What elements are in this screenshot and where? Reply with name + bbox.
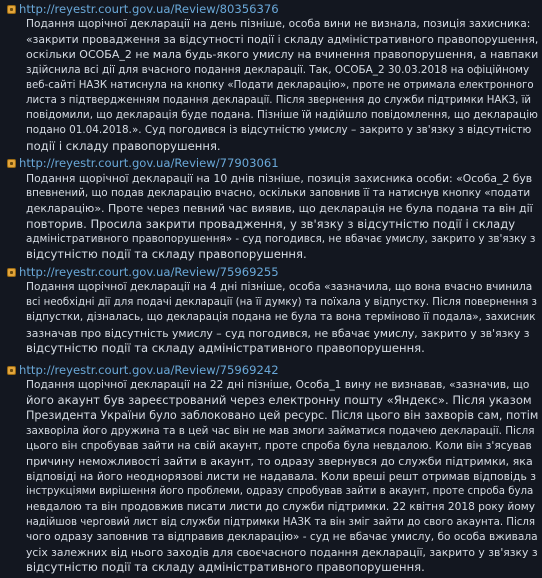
post-line: декларацію». Проте через певний час виявив, що декларація не була подана та він дії xyxy=(26,202,533,216)
post-link-row xyxy=(0,2,542,17)
post-line: події і складу правопорушення. xyxy=(26,138,221,153)
post-line: Подання щорічної декларації на 22 дні пізніше, Особа_1 вину не визнавав, «зазначив, що xyxy=(26,379,530,391)
post-body xyxy=(0,17,542,154)
post-link-row xyxy=(0,363,542,378)
court-review-link[interactable]: http://reyestr.court.gov.ua/Review/80356376 xyxy=(19,2,279,16)
post-line: інструкціями вирішення його проблеми, одразу спробував зайти в акаунт, проте спроба була xyxy=(26,486,534,498)
post-line: повторив. Просила закрити провадження, у зв'язку з відсутністю події і складу xyxy=(26,216,516,231)
post-line: листа з підтвердженням подання декларації. Після звернення до служби підтримки НАКЗ, їй xyxy=(26,95,532,107)
post-line: цього він спробував зайти на свій акаунт, проте спроба була невдалою. Коли він з'ясував xyxy=(26,439,532,452)
post-body xyxy=(0,171,542,262)
post-2 xyxy=(0,156,542,262)
post-line: Президента України було заблоковано цей ресурс. Після цього він захворів сам, потім xyxy=(26,409,539,423)
court-review-link[interactable]: http://reyestr.court.gov.ua/Review/75969242 xyxy=(19,363,279,377)
post-line: відсутністю події та складу адміністративного правопорушення. xyxy=(26,340,425,355)
post-line: чого одразу заповнив та відправив декларацію» - суд не вбачає умислу, бо особа вживала xyxy=(26,531,538,544)
post-line: захворіла його дружина та в цей час він не мав змоги займатися подачею декларації. Після xyxy=(26,424,535,437)
pin-icon xyxy=(7,366,16,375)
post-line: Подання щорічної декларації на 4 дні пізніше, особа «зазначила, що вона вчасно вчинила xyxy=(26,281,533,293)
post-line: всі необхідні дії для подачі декларації (на її думку) та поїхала у відпустку. Після повернення з xyxy=(26,297,537,309)
post-line: невдалою та він продовжив писати листи до служби підтримки. 22 квітня 2018 року йому xyxy=(26,500,536,513)
post-line: Подання щорічної декларації на день пізніше, особа вини не визнала, позиція захисника: xyxy=(26,18,531,30)
post-line: Подання щорічної декларації на 10 днів пізніше, позиція захисника особи: «Особа_2 був xyxy=(26,172,533,185)
post-line: «закрити провадження за відсутності події і складу адміністративного правопорушення, xyxy=(26,33,539,47)
post-body xyxy=(0,378,542,576)
court-review-link[interactable]: http://reyestr.court.gov.ua/Review/77903061 xyxy=(19,156,279,170)
pin-icon xyxy=(7,159,16,168)
post-line: здійснила всі дії для вчасного подання декларації. Так, ОСОБА_2 30.03.2018 на офіційному xyxy=(26,63,530,76)
post-line: відсутністю події та складу правопорушення. xyxy=(26,247,307,262)
post-body xyxy=(0,280,542,356)
post-3 xyxy=(0,265,542,356)
post-line: відповіді на його неоднорязові листи не надавала. Коли вреші решт отримав відповідь з xyxy=(26,470,537,484)
post-4 xyxy=(0,363,542,576)
pin-icon xyxy=(7,5,16,14)
post-link-row xyxy=(0,265,542,280)
post-1 xyxy=(0,2,542,154)
post-line: відпустки, дізналась, що декларація подана не була та вона терміново її подала», захисник xyxy=(26,311,536,324)
post-line: впевнений, що подав декларацію вчасно, оскільки заповнив її та натиснув кнопку «подати xyxy=(26,187,531,200)
post-line: його акаунт був зареєстрований через електронну пошту «Яндекс». Після указом xyxy=(26,393,532,408)
post-line: оскільки ОСОБА_2 не мала будь-якого умислу на вчинення правопорушення, а навпаки xyxy=(26,48,539,62)
post-line: зазначав про відсутність умислу – суд погодився, не вбачає умислу, закрито у зв'язку з xyxy=(26,326,530,340)
post-line: усіх залежних від нього заходів для своєчасного подання декларації, закрито у зв'язку з xyxy=(26,546,538,560)
post-line: адміністративного правопорушення» - суд погодився, не вбачає умислу, закрито у зв'язку з xyxy=(26,232,536,245)
post-line: повідомили, що декларація буде подана. Пізніше їй надійшло повідомлення, що декларацію xyxy=(26,109,538,122)
post-line: відсутністю події та складу адміністративного правопорушення. xyxy=(26,560,425,575)
post-link-row xyxy=(0,156,542,171)
post-line: подано 01.04.2018.». Суд погодився із відсутністю умислу – закрито у зв'язку з відсутністю xyxy=(26,124,532,137)
court-review-link[interactable]: http://reyestr.court.gov.ua/Review/75969255 xyxy=(19,265,279,279)
pin-icon xyxy=(7,268,16,277)
post-line: веб-сайті НАЗК натиснула на кнопку «Подати декларацію», проте не отримала електронного xyxy=(26,79,534,91)
post-line: надійшов черговий лист від служби підтримки НАЗК та він зміг зайти до свого акаунта. Після xyxy=(26,516,536,528)
post-line: причину неможливості зайти в акаунт, то одразу звернувся до служби підтримки, яка xyxy=(26,455,533,469)
